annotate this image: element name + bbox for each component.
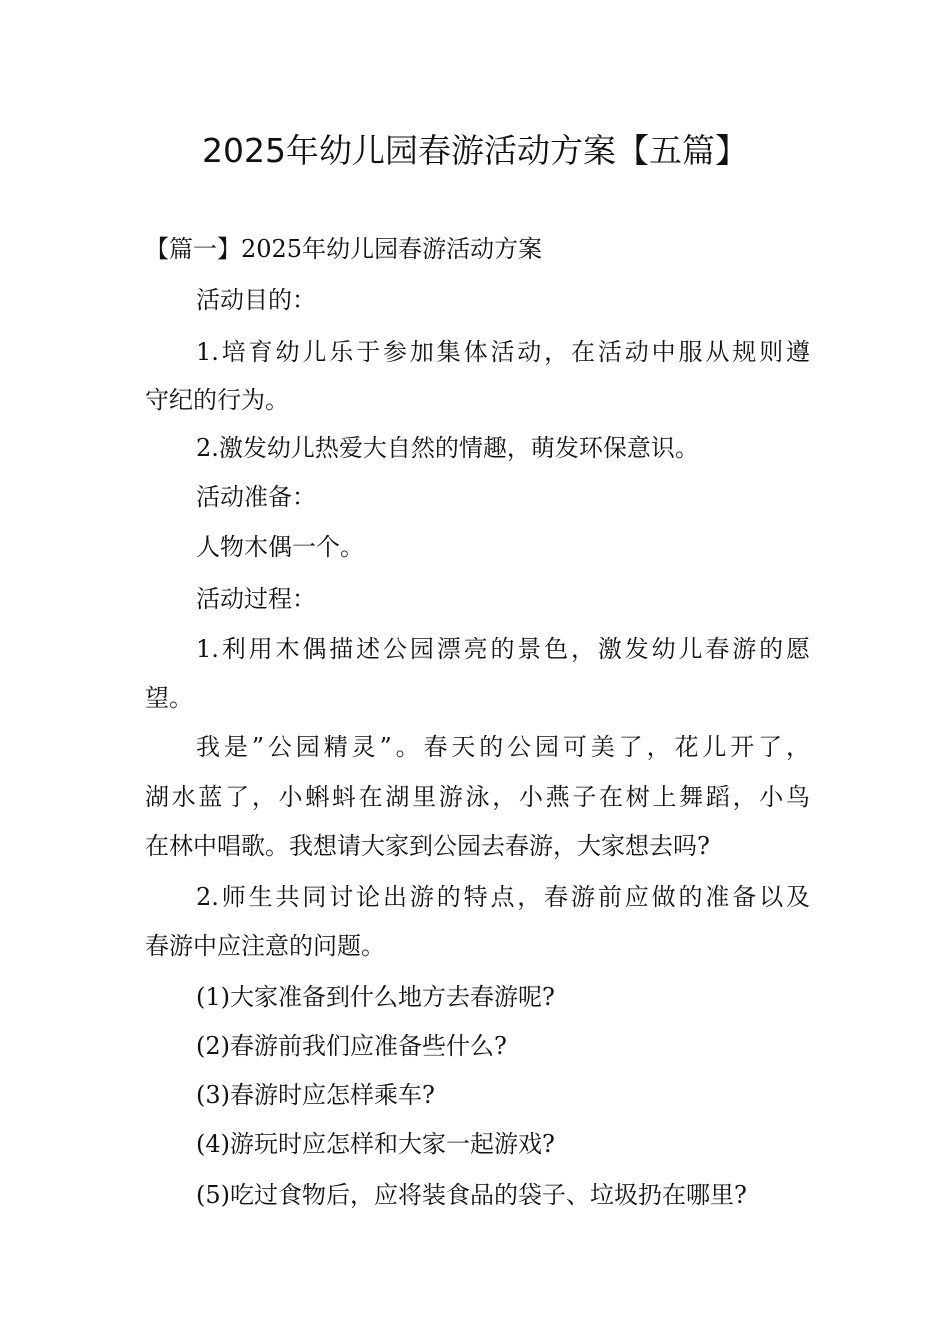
paragraph-line: 望。 [145, 684, 193, 712]
section-heading: 【篇一】2025年幼儿园春游活动方案 [145, 235, 543, 263]
paragraph-line: 活动过程： [196, 585, 316, 613]
paragraph-line: 湖水蓝了，小蝌蚪在湖里游泳，小燕子在树上舞蹈，小鸟 [145, 783, 810, 811]
paragraph-line: (1)大家准备到什么地方去春游呢? [196, 983, 555, 1011]
document-title: 2025年幼儿园春游活动方案【五篇】 [202, 131, 748, 170]
paragraph-line: 2.激发幼儿热爱大自然的情趣，萌发环保意识。 [196, 434, 699, 462]
paragraph-line: 2.师生共同讨论出游的特点，春游前应做的准备以及 [196, 883, 810, 911]
paragraph-line: 1.利用木偶描述公园漂亮的景色，激发幼儿春游的愿 [196, 635, 810, 663]
paragraph-line: (4)游玩时应怎样和大家一起游戏? [196, 1130, 555, 1158]
paragraph-line: (2)春游前我们应准备些什么? [196, 1032, 507, 1060]
paragraph-line: (3)春游时应怎样乘车? [196, 1081, 435, 1109]
paragraph-line: 人物木偶一个。 [196, 533, 364, 561]
paragraph-line: 活动目的： [196, 286, 316, 314]
paragraph-line: 在林中唱歌。我想请大家到公园去春游，大家想去吗? [145, 832, 710, 860]
paragraph-line: (5)吃过食物后，应将装食品的袋子、垃圾扔在哪里? [196, 1181, 747, 1209]
paragraph-line: 春游中应注意的问题。 [145, 932, 385, 960]
paragraph-line: 1.培育幼儿乐于参加集体活动，在活动中服从规则遵 [196, 338, 810, 366]
paragraph-line: 守纪的行为。 [145, 386, 289, 414]
paragraph-line: 活动准备： [196, 483, 316, 511]
paragraph-line: 我是”公园精灵”。春天的公园可美了，花儿开了， [196, 733, 810, 761]
